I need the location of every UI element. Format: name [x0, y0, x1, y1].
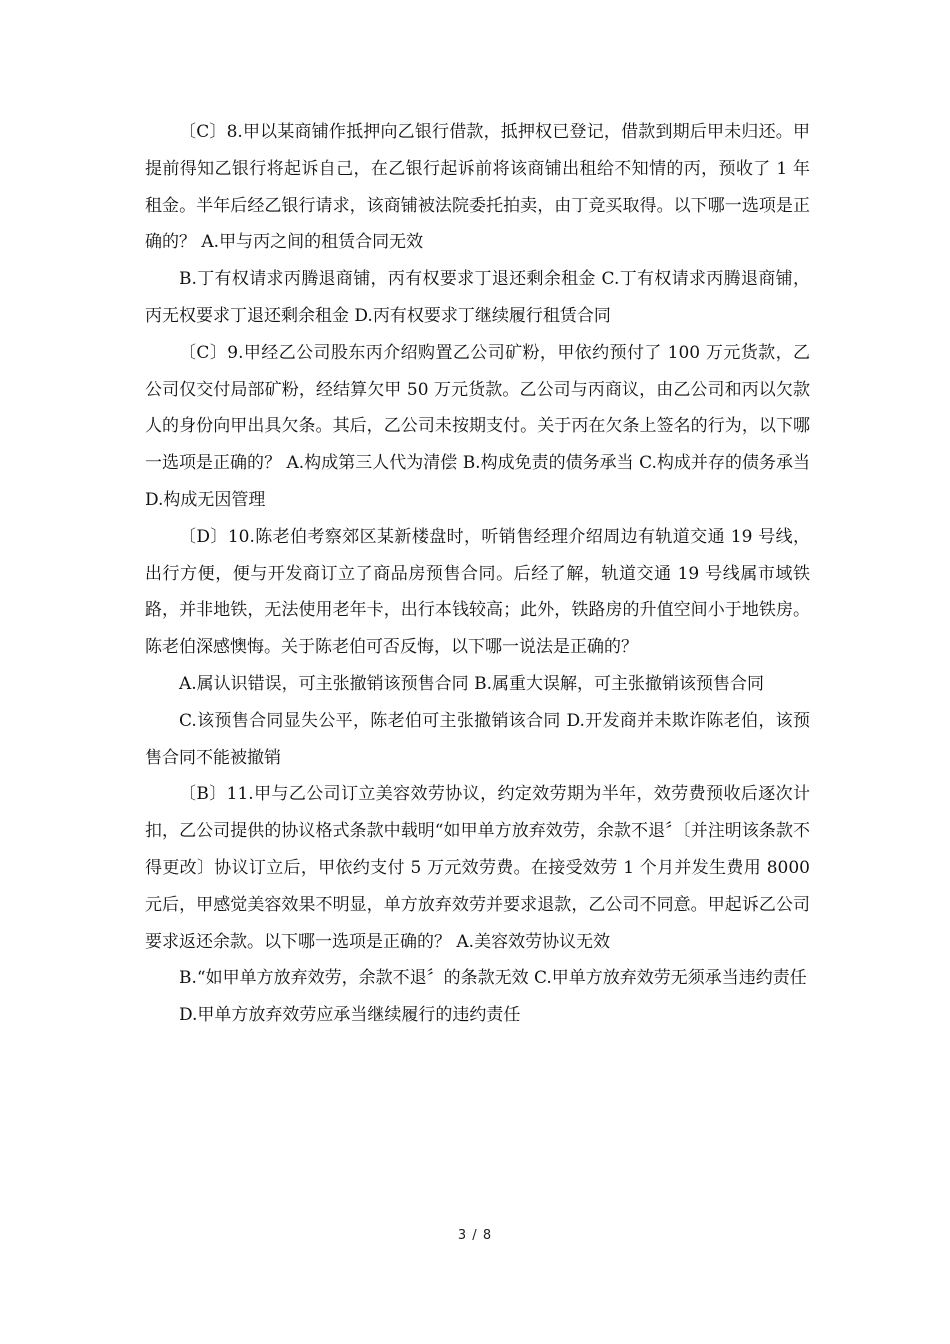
question-8-options: B.丁有权请求丙腾退商铺，丙有权要求丁退还剩余租金 C.丁有权请求丙腾退商铺，丙无权要求丁退还剩余租金 D.丙有权要求丁继续履行租赁合同: [145, 269, 810, 326]
question-10-options-cd: C.该预售合同显失公平，陈老伯可主张撤销该合同 D.开发商并未欺诈陈老伯，该预售合同不能被撤销: [145, 710, 810, 768]
question-10-text: 〔D〕10.陈老伯考察郊区某新楼盘时，听销售经理介绍周边有轨道交通 19 号线，出行方便，便与开发商订立了商品房预售合同。后经了解，轨道交通 19 号线属市域铁路，并非地铁，无法使用老年卡，出行本钱较高；此外，铁路房的升值空间小于地铁房。陈老伯深感懊悔。关于陈老伯可否反悔，以下哪一说法是正确的？: [145, 526, 810, 658]
question-11-options-bc: B.“如甲单方放弃效劳，余款不退〞的条款无效 C.甲单方放弃效劳无须承当违约责任: [179, 968, 807, 989]
document-body: [145, 114, 810, 1034]
question-8-text: 〔C〕8.甲以某商铺作抵押向乙银行借款，抵押权已登记，借款到期后甲未归还。甲提前得知乙银行将起诉自己，在乙银行起诉前将该商铺出租给不知情的丙，预收了 1 年租金。半年后经乙银行请求，该商铺被法院委托拍卖，由丁竞买取得。以下哪一选项是正确的？ A.甲与丙之间的租赁合同无效: [145, 122, 810, 253]
question-10-options-ab: A.属认识错误，可主张撤销该预售合同 B.属重大误解，可主张撤销该预售合同: [179, 673, 764, 694]
question-9-text: 〔C〕9.甲经乙公司股东丙介绍购置乙公司矿粉，甲依约预付了 100 万元货款，乙公司仅交付局部矿粉，经结算欠甲 50 万元货款。乙公司与丙商议，由乙公司和丙以欠款人的身份向甲出具欠条。其后，乙公司未按期支付。关于丙在欠条上签名的行为，以下哪一选项是正确的？ A.构成第三人代为清偿 B.构成免责的债务承当 C.构成并存的债务承当 D.构成无因管理: [145, 342, 810, 510]
question-11-option-d: D.甲单方放弃效劳应承当继续履行的违约责任: [179, 1005, 521, 1026]
page-number: 3 / 8: [457, 1228, 493, 1243]
question-11-text: 〔B〕11.甲与乙公司订立美容效劳协议，约定效劳期为半年，效劳费预收后逐次计扣，乙公司提供的协议格式条款中载明“如甲单方放弃效劳，余款不退〞〔并注明该条款不得更改〕协议订立后，甲依约支付 5 万元效劳费。在接受效劳 1 个月并发生费用 8000 元后，甲感觉美容效果不明显，单方放弃效劳并要求退款，乙公司不同意。甲起诉乙公司要求返还余款。以下哪一选项是正确的？ A.美容效劳协议无效: [145, 784, 810, 952]
